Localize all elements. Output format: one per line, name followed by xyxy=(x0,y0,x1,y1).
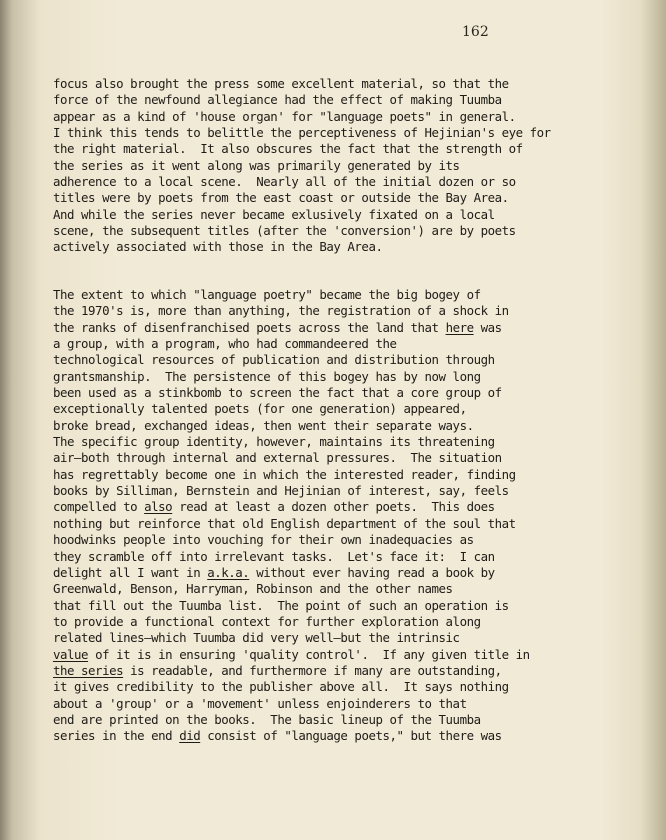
text-segment: The extent to which "language poetry" became the big bogey of xyxy=(53,287,481,302)
text-line xyxy=(53,696,613,712)
underlined-word: did xyxy=(179,728,201,744)
text-segment: related lines—which Tuumba did very well—but the intrinsic xyxy=(53,630,460,646)
text-segment: end are printed on the books. The basic lineup of the Tuumba xyxy=(53,711,481,727)
text-segment: it gives credibility to the publisher above all. It says nothing xyxy=(53,679,509,695)
text-segment: they scramble off into irrelevant tasks. Let's face it: I can xyxy=(53,548,495,564)
text-segment: grantsmanship. The persistence of this bogey has by now long xyxy=(53,368,481,384)
text-line: And while the series never became exlusively fixated on a local xyxy=(53,206,495,222)
underlined-word: here xyxy=(445,319,474,335)
text-segment: the ranks of disenfranchised poets across the land that xyxy=(53,319,446,335)
text-segment: exceptionally talented poets (for one generation) appeared, xyxy=(53,401,467,417)
text-line xyxy=(53,287,613,303)
text-line xyxy=(53,663,613,679)
text-line xyxy=(53,336,613,352)
text-segment: has regrettably become one in which the interested reader, finding xyxy=(53,466,516,482)
text-segment: delight all I want in xyxy=(53,564,208,580)
page-number: 162 xyxy=(462,24,489,40)
text-line xyxy=(53,483,613,499)
text-line: I think this tends to belittle the perceptiveness of Hejinian's eye for xyxy=(53,125,551,141)
text-line xyxy=(53,549,613,565)
text-segment: is readable, and furthermore if many are outstanding, xyxy=(123,662,502,678)
text-segment: a group, with a program, who had commandeered the xyxy=(53,336,397,352)
text-segment: to provide a functional context for further exploration along xyxy=(53,613,481,629)
text-segment: read at least a dozen other poets. This does xyxy=(172,499,495,515)
text-line xyxy=(53,679,613,695)
text-line xyxy=(53,418,613,434)
text-line xyxy=(53,385,613,401)
text-line xyxy=(53,434,613,450)
text-line xyxy=(53,565,613,581)
text-line: the series as it went along was primarily generated by its xyxy=(53,157,460,173)
paragraph-2 xyxy=(53,287,613,745)
text-segment: consist of "language poets," but there was xyxy=(200,728,502,744)
text-segment: been used as a stinkbomb to screen the fact that a core group of xyxy=(53,385,502,401)
text-line: scene, the subsequent titles (after the 'conversion') are by poets xyxy=(53,223,516,239)
text-segment: was xyxy=(473,319,502,335)
text-line xyxy=(53,728,613,744)
text-segment: air—both through internal and external pressures. The situation xyxy=(53,450,502,466)
text-line xyxy=(53,581,613,597)
text-line xyxy=(53,532,613,548)
underlined-word: value xyxy=(53,646,89,662)
text-segment: nothing but reinforce that old English department of the soul that xyxy=(53,515,516,531)
text-segment: The specific group identity, however, maintains its threatening xyxy=(53,434,495,450)
text-segment: about a 'group' or a 'movement' unless enjoinderers to that xyxy=(53,695,467,711)
text-line xyxy=(53,630,613,646)
text-line xyxy=(53,467,613,483)
text-line xyxy=(53,352,613,368)
text-line: focus also brought the press some excellent material, so that the xyxy=(53,76,509,91)
text-segment: books by Silliman, Bernstein and Hejinian of interest, say, feels xyxy=(53,483,509,499)
text-segment: technological resources of publication and distribution through xyxy=(53,352,495,368)
text-line xyxy=(53,647,613,663)
text-line xyxy=(53,499,613,515)
text-segment: the 1970's is, more than anything, the registration of a shock in xyxy=(53,303,509,319)
underlined-word: a.k.a. xyxy=(207,564,250,580)
text-line xyxy=(53,401,613,417)
text-line: actively associated with those in the Bay Area. xyxy=(53,239,383,255)
text-line xyxy=(53,598,613,614)
text-line xyxy=(53,320,613,336)
text-line: appear as a kind of 'house organ' for "language poets" in general. xyxy=(53,108,516,124)
text-segment: that fill out the Tuumba list. The point of such an operation is xyxy=(53,597,509,613)
text-segment: Greenwald, Benson, Harryman, Robinson and the other names xyxy=(53,581,453,597)
text-segment: of it is in ensuring 'quality control'. If any given title in xyxy=(88,646,530,662)
text-line xyxy=(53,614,613,630)
text-segment: hoodwinks people into vouching for their own inadequacies as xyxy=(53,532,474,548)
text-line xyxy=(53,450,613,466)
text-segment: broke bread, exchanged ideas, then went their separate ways. xyxy=(53,417,474,433)
text-line: the right material. It also obscures the fact that the strength of xyxy=(53,141,523,157)
paragraph-1 xyxy=(53,76,613,256)
text-line xyxy=(53,369,613,385)
text-segment: series in the end xyxy=(53,728,180,744)
underlined-word: the series xyxy=(53,662,124,678)
text-line: adherence to a local scene. Nearly all of the initial dozen or so xyxy=(53,174,516,190)
text-segment: compelled to xyxy=(53,499,145,515)
text-segment: without ever having read a book by xyxy=(249,564,495,580)
text-line xyxy=(53,516,613,532)
text-line: titles were by poets from the east coast or outside the Bay Area. xyxy=(53,190,509,206)
text-line: force of the newfound allegiance had the effect of making Tuumba xyxy=(53,92,502,108)
text-line xyxy=(53,712,613,728)
text-line xyxy=(53,303,613,319)
underlined-word: also xyxy=(144,499,173,515)
